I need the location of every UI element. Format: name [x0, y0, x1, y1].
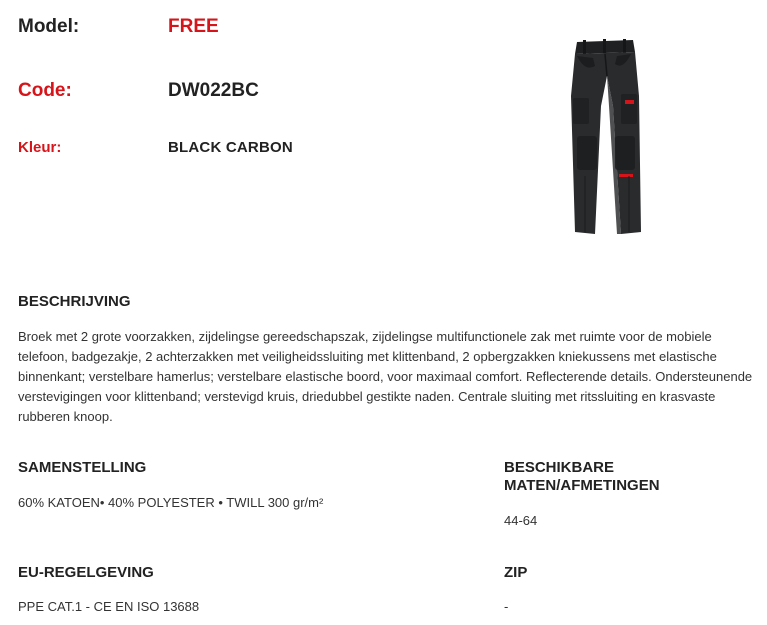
code-label: Code:	[18, 80, 72, 101]
regulation-text: PPE CAT.1 - CE EN ISO 13688	[18, 599, 200, 614]
description-title: BESCHRIJVING	[18, 293, 131, 310]
sizes-text: 44-64	[504, 513, 538, 528]
model-label: Model:	[18, 16, 80, 37]
description-text: Broek met 2 grote voorzakken, zijdelingse gereedschapszak, zijdelingse multifunctionele zak met ruimte voor de mobiele telefoon, badgezakje, 2 achterzakken met veiligheidssluiting met klittenband, 2 opbergzakken kniekussens met elastische binnenkant; verstelbare hamerlus; verstelbare elastische boord, voor maximaal comfort. Reflecterende details. Ondersteunende verstevigingen voor klittenband; verstevigd kruis, driedubbel gestikte naden. Centrale sluiting met ritssluiting en krasvaste rubberen knoop.	[18, 329, 753, 424]
code-value: DW022BC	[168, 80, 259, 101]
model-value: FREE	[168, 16, 219, 37]
composition-text: 60% KATOEN• 40% POLYESTER • TWILL 300 gr/m²	[18, 495, 324, 510]
color-value: BLACK CARBON	[168, 139, 293, 156]
zip-title: ZIP	[504, 564, 528, 581]
sizes-title: BESCHIKBARE MATEN/AFMETINGEN	[504, 459, 660, 494]
composition-title: SAMENSTELLING	[18, 459, 147, 476]
work-trousers-image	[565, 36, 645, 236]
color-label: Kleur:	[18, 139, 62, 156]
trousers-icon	[565, 36, 645, 236]
zip-text: -	[504, 599, 509, 614]
regulation-title: EU-REGELGEVING	[18, 564, 154, 581]
